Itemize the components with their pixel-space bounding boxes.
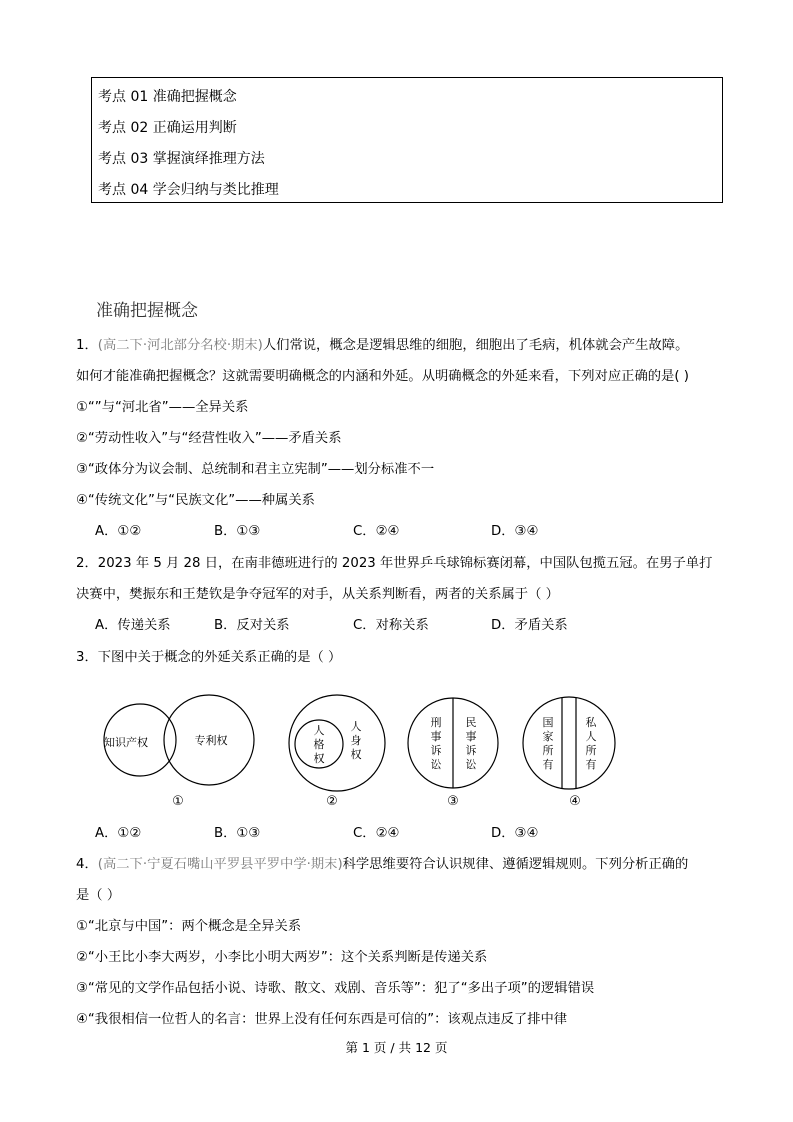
label-patent: 专利权 (194, 734, 228, 747)
label-char: 权 (350, 748, 362, 761)
label-char: 人 (350, 720, 362, 733)
topics-box (91, 77, 723, 203)
section-title: 准确把握概念 (96, 301, 198, 321)
diagram-label-2: ② (326, 794, 338, 809)
diagram-label-1: ① (172, 794, 184, 809)
label-ip: 知识产权 (104, 736, 148, 749)
q1-option-c: C．②④ (353, 524, 400, 539)
q1-line-2: 如何才能准确把握概念？这就需要明确概念的内涵和外延。从明确概念的外延来看，下列对应正确的是( ) (76, 369, 689, 384)
label-char: 事 (465, 730, 477, 743)
q1-line-1 (76, 336, 688, 356)
q4-item: ③“常见的文学作品包括小说、诗歌、散文、戏剧、音乐等”：犯了“多出子项”的逻辑错误 (76, 981, 595, 996)
label-char: 有 (585, 758, 597, 771)
q1-number: 1． (76, 338, 98, 353)
q3-option-b: B．①③ (214, 826, 261, 841)
label-char: 人 (585, 730, 597, 743)
label-char: 有 (542, 758, 554, 771)
q3-option-c: C．②④ (353, 826, 400, 841)
circle-outer (289, 695, 385, 791)
q2-line-2: 决赛中，樊振东和王楚钦是争夺冠军的对手，从关系判断看，两者的关系属于（ ） (76, 587, 559, 602)
q4-item: ④“我很相信一位哲人的名言：世界上没有任何东西是可信的”：该观点违反了排中律 (76, 1012, 568, 1027)
q2-option-d: D．矛盾关系 (491, 618, 568, 633)
label-char: 家 (542, 730, 554, 743)
circle-ownership (523, 697, 615, 789)
label-char: 事 (430, 730, 442, 743)
topic-item: 考点 03 掌握演绎推理方法 (98, 151, 265, 167)
q3-option-a: A．①② (95, 826, 142, 841)
q4-item: ①“北京与中国”：两个概念是全异关系 (76, 919, 302, 934)
label-char: 刑 (430, 716, 442, 729)
label-char: 身 (350, 734, 362, 747)
q2-option-b: B．反对关系 (214, 618, 290, 633)
q4-source: (高二下·宁夏石嘴山平罗县平罗中学·期末) (97, 857, 343, 872)
q2-option-a: A．传递关系 (95, 618, 171, 633)
q4-number: 4． (76, 857, 98, 872)
diagram-label-3: ③ (447, 794, 459, 809)
q1-option-d: D．③④ (491, 524, 539, 539)
topic-item: 考点 04 学会归纳与类比推理 (98, 182, 279, 198)
label-char: 私 (585, 716, 597, 729)
label-char: 诉 (430, 744, 442, 757)
q3-stem: 3．下图中关于概念的外延关系正确的是（ ） (76, 650, 342, 665)
q4-line-2: 是（ ） (76, 888, 121, 903)
label-char: 民 (465, 716, 477, 729)
q4-line-1 (76, 855, 688, 875)
q1-text: 人们常说，概念是逻辑思维的细胞，细胞出了毛病，机体就会产生故障。 (262, 338, 689, 353)
page-footer: 第 1 页 / 共 12 页 (345, 1040, 448, 1055)
q1-item: ③“政体分为议会制、总统制和君主立宪制”——划分标准不一 (76, 462, 435, 477)
q1-source: (高二下·河北部分名校·期末) (97, 338, 263, 353)
q2-line-1: 2．2023 年 5 月 28 日，在南非德班进行的 2023 年世界乒乓球锦标赛闭幕，中国队包揽五冠。在男子单打 (76, 556, 713, 571)
label-char: 人 (313, 724, 325, 737)
q1-option-b: B．①③ (214, 524, 261, 539)
label-char: 所 (542, 744, 554, 757)
q1-item: ④“传统文化”与“民族文化”——种属关系 (76, 493, 315, 508)
topic-item: 考点 01 准确把握概念 (98, 89, 237, 105)
label-char: 国 (542, 716, 554, 729)
label-char: 格 (313, 738, 325, 751)
concept-diagram (94, 690, 624, 815)
label-char: 讼 (430, 758, 442, 771)
topic-item: 考点 02 正确运用判断 (98, 120, 237, 136)
diagram-label-4: ④ (569, 794, 581, 809)
q4-text: 科学思维要符合认识规律、遵循逻辑规则。下列分析正确的 (342, 857, 689, 872)
q4-item: ②“小王比小李大两岁，小李比小明大两岁”：这个关系判断是传递关系 (76, 950, 488, 965)
label-char: 所 (585, 744, 597, 757)
label-char: 讼 (465, 758, 477, 771)
label-char: 权 (313, 752, 325, 765)
q1-item: ②“劳动性收入”与“经营性收入”——矛盾关系 (76, 431, 342, 446)
q1-option-a: A．①② (95, 524, 142, 539)
q1-item: ①“”与“河北省”——全异关系 (76, 400, 249, 415)
label-char: 诉 (465, 744, 477, 757)
q2-option-c: C．对称关系 (353, 618, 429, 633)
q3-option-d: D．③④ (491, 826, 539, 841)
